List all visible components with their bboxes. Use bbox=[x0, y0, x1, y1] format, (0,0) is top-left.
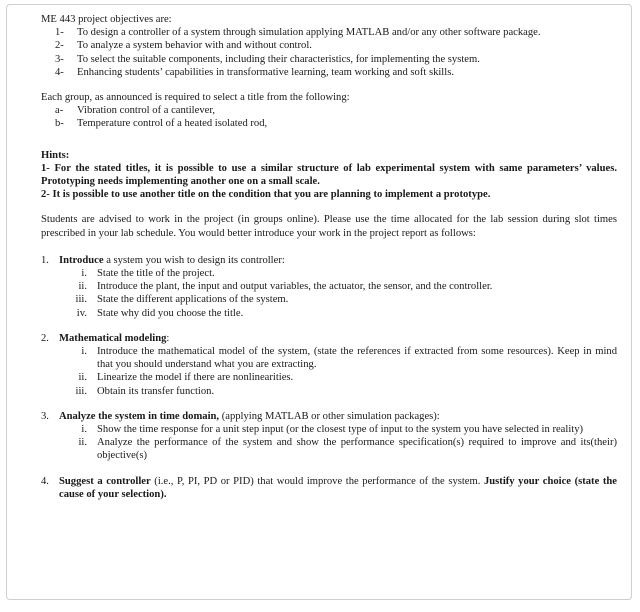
item-text: Linearize the model if there are nonlinearities. bbox=[97, 372, 294, 384]
item-text: To analyze a system behavior with and without control. bbox=[77, 40, 312, 52]
list-item bbox=[55, 39, 617, 52]
section-title-rest: (applying MATLAB or other simulation packages): bbox=[219, 410, 440, 422]
list-item bbox=[63, 345, 617, 371]
item-text: State the title of the project. bbox=[97, 268, 215, 280]
item-letter: a- bbox=[55, 105, 64, 117]
hint-2: 2- It is possible to use another title on the condition that you are planning to implement a prototype. bbox=[41, 189, 491, 201]
section-title: Introduce bbox=[59, 254, 104, 266]
hints-title: Hints: bbox=[41, 149, 70, 161]
item-text: To select the suitable components, including their characteristics, for implementing the system. bbox=[77, 53, 480, 65]
section-number: 3. bbox=[41, 410, 49, 422]
item-letter: b- bbox=[55, 118, 64, 130]
section-title-rest: a system you wish to design its controller: bbox=[103, 254, 285, 266]
item-number: iii. bbox=[75, 294, 87, 306]
titles-list bbox=[55, 104, 617, 130]
objectives-list bbox=[55, 26, 617, 79]
section-analyze bbox=[41, 410, 617, 463]
list-item bbox=[63, 423, 617, 436]
hint-1: 1- For the stated titles, it is possible to use a similar structure of lab experimental system with same parameters’ values. Prototyping needs implementing another one on a small scale. bbox=[41, 162, 617, 188]
advice-paragraph: Students are advised to work in the project (in groups online). Please use the time allocated for the lab session during slot times prescribed in your lab schedule. You would better introduce your work in the project report as follows: bbox=[41, 214, 617, 239]
item-number: i. bbox=[81, 268, 87, 280]
section-number: 2. bbox=[41, 332, 49, 344]
item-text: Introduce the mathematical model of the system, (state the references if extracted from some resources). Keep in mind that you should understand what you are extracting. bbox=[97, 346, 617, 371]
section-suggest-controller bbox=[41, 475, 617, 501]
list-item bbox=[63, 385, 617, 398]
section-heading bbox=[41, 332, 617, 345]
item-text: Analyze the performance of the system and show the performance specification(s) required to improve and its(their) objective(s) bbox=[97, 437, 617, 462]
section-title: Suggest a controller bbox=[59, 475, 151, 487]
list-item bbox=[63, 307, 617, 320]
section-introduce bbox=[41, 254, 617, 320]
section-title: Mathematical modeling bbox=[59, 332, 167, 344]
item-number: iv. bbox=[76, 307, 87, 319]
item-number: ii. bbox=[78, 281, 87, 293]
list-item bbox=[63, 280, 617, 293]
item-text: Obtain its transfer function. bbox=[97, 385, 215, 397]
section-text: (i.e., P, PI, PD or PID) that would improve the performance of the system. bbox=[150, 475, 484, 487]
section-bold-end: Justify your choice (state the cause of your selection). bbox=[59, 475, 617, 500]
list-item bbox=[63, 267, 617, 280]
list-item bbox=[55, 53, 617, 66]
item-number: 2- bbox=[55, 40, 64, 52]
list-item bbox=[55, 26, 617, 39]
section-number: 4. bbox=[41, 475, 49, 487]
item-text: State why did you choose the title. bbox=[97, 307, 244, 319]
item-number: iii. bbox=[75, 385, 87, 397]
list-item bbox=[55, 117, 617, 130]
objectives-intro: ME 443 project objectives are: bbox=[41, 14, 172, 25]
item-number: 4- bbox=[55, 66, 64, 78]
item-text: Temperature control of a heated isolated rod, bbox=[77, 118, 268, 130]
section-heading bbox=[41, 475, 617, 501]
section-title: Analyze the system in time domain, bbox=[59, 410, 220, 422]
section-heading bbox=[41, 410, 617, 423]
section-mathematical-modeling bbox=[41, 332, 617, 398]
list-item bbox=[63, 371, 617, 384]
list-item bbox=[63, 293, 617, 306]
list-item bbox=[55, 66, 617, 79]
item-number: i. bbox=[81, 424, 87, 436]
item-number: 3- bbox=[55, 53, 64, 65]
item-number: ii. bbox=[78, 372, 87, 384]
item-text: Introduce the plant, the input and output variables, the actuator, the sensor, and the controller. bbox=[97, 281, 493, 293]
item-text: To design a controller of a system through simulation applying MATLAB and/or any other software package. bbox=[77, 27, 541, 39]
section-heading bbox=[41, 254, 617, 267]
groups-intro: Each group, as announced is required to select a title from the following: bbox=[41, 92, 350, 104]
item-text: Show the time response for a unit step input (or the closest type of input to the system you have selected in reality) bbox=[97, 424, 584, 436]
section-number: 1. bbox=[41, 254, 49, 266]
section-title-rest: : bbox=[166, 332, 170, 344]
item-text: Enhancing students’ capabilities in transformative learning, team working and soft skills. bbox=[77, 66, 454, 78]
item-number: 1- bbox=[55, 27, 64, 39]
item-text: Vibration control of a cantilever, bbox=[77, 105, 216, 117]
item-number: i. bbox=[81, 346, 87, 358]
list-item bbox=[55, 104, 617, 117]
item-number: ii. bbox=[78, 437, 87, 449]
item-text: State the different applications of the system. bbox=[97, 294, 289, 306]
list-item bbox=[63, 436, 617, 462]
document-page bbox=[6, 4, 632, 600]
